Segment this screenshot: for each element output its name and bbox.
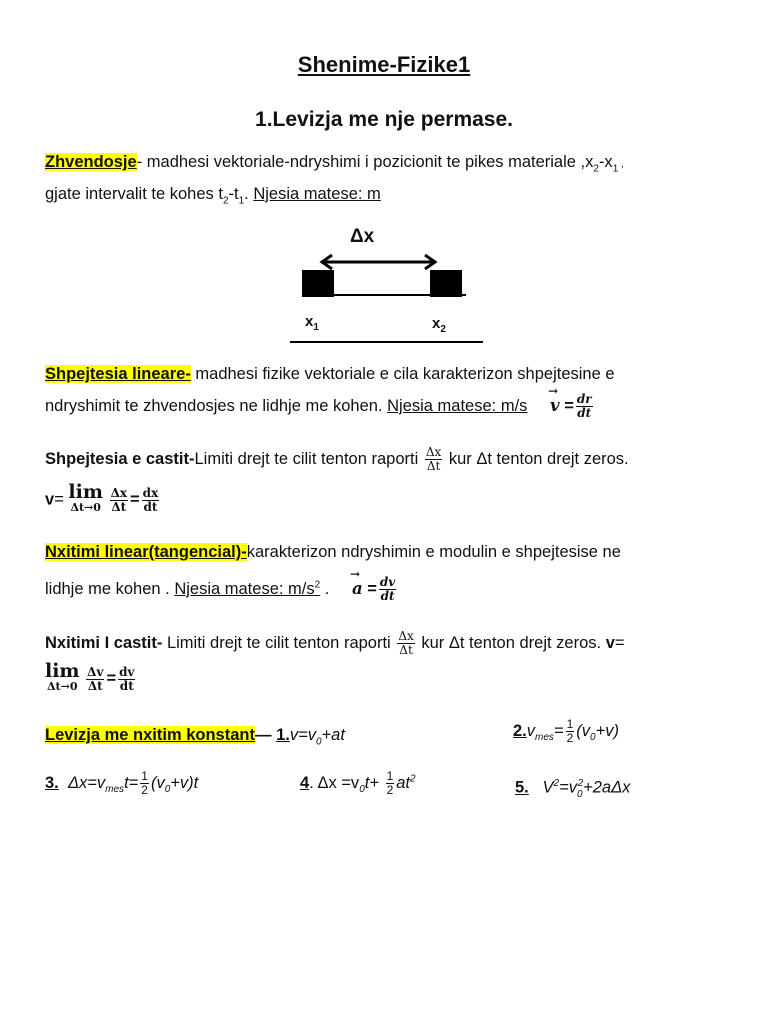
- page-title: Shenime-Fizike1: [297, 52, 471, 77]
- castit-term: Shpejtesia e castit-: [45, 449, 195, 468]
- nxitimi-unit: Njesia matese: $m/s^2$: [174, 579, 321, 598]
- velocity-formula: → v = $\frac{dr}{dt}$: [550, 397, 595, 415]
- zhvendosje-line-2: gjate intervalit te kohes $t_2-t_1$. Njesia matese: m: [45, 185, 381, 207]
- displacement-diagram: [290, 222, 490, 347]
- formula-3: 3. $\Delta x=v_{mes}t=$ $\frac{1}{2}$ $(v_0+v)t$: [45, 769, 199, 797]
- delta-x-label: Δx: [350, 226, 375, 247]
- x2-label: $x_2$: [432, 315, 446, 335]
- shpejtesia-line-1: Shpejtesia lineare- madhesi fizike vektoriale e cila karakterizon shpejtesine e: [45, 365, 615, 383]
- nxitimi-term: Nxitimi linear(tangencial)-: [45, 543, 247, 561]
- displacement-svg: [290, 222, 490, 347]
- shpejtesia-line-2: ndryshimit te zhvendosjes ne lidhje me kohen. Njesia matese: m/s → v = $\frac{dr}{dt}$: [45, 393, 595, 420]
- nxitimi-line-1: Nxitimi linear(tangencial)-karakterizon ndryshimin e modulin e shpejtesise ne: [45, 543, 621, 561]
- nxitimi-castit-term: Nxitimi I castit-: [45, 633, 163, 652]
- konstant-term: Levizja me nxitim konstant: [45, 726, 255, 744]
- ratio-fraction: $\frac{\Delta x}{\Delta t}$: [425, 445, 442, 473]
- formula-1: $1.v=v_0+at$: [276, 726, 345, 748]
- block-left: [302, 270, 334, 297]
- formula-2: $2.v_{mes}=$ $\frac{1}{2}$ $(v_0+v)$: [513, 717, 619, 745]
- zhvendosje-unit: Njesia matese: m: [253, 185, 381, 203]
- x1-label: $x_1$: [305, 313, 319, 333]
- castit-formula: v= lim Δt→0 $\frac{\Delta x}{\Delta t}$ = $\frac{dx}{dt}$: [45, 481, 159, 514]
- formula-4: 4. $\Delta x =v_0t+$ $\frac{1}{2}$ $at^2$: [300, 769, 416, 797]
- nxitimi-line-2: lidhje me kohen . Njesia matese: $m/s^2$ . → a = $\frac{dv}{dt}$: [45, 576, 398, 603]
- formula-5: 5. $V^2=v_0^2+2a\Delta x$: [515, 778, 631, 800]
- zhvendosje-line-1: Zhvendosje- madhesi vektoriale-ndryshimi i pozicionit te pikes materiale $,x_2-x_1$ ,: [45, 153, 624, 175]
- castit-line-1: Shpejtesia e castit-Limiti drejt te cilit tenton raporti $\frac{\Delta x}{\Delta t}$ kur Δt tenton drejt zeros.: [45, 445, 629, 473]
- block-right: [430, 270, 462, 297]
- section-heading: 1.Levizja me nje permase.: [255, 108, 513, 131]
- shpejtesia-unit: Njesia matese: m/s: [387, 396, 528, 415]
- shpejtesia-term: Shpejtesia lineare-: [45, 365, 191, 383]
- nxitimi-castit-line-1: Nxitimi I castit- Limiti drejt te cilit tenton raporti $\frac{\Delta x}{\Delta t}$ kur Δt tenton drejt zeros. v=: [45, 629, 625, 657]
- zhvendosje-term: Zhvendosje: [45, 153, 137, 171]
- nxitimi-castit-formula: lim Δt→0 $\frac{\Delta v}{\Delta t}$ = $\frac{dv}{dt}$: [45, 660, 135, 693]
- acceleration-formula: → a = $\frac{dv}{dt}$: [352, 580, 398, 598]
- konstant-line-1: Levizja me nxitim konstant— $1.v=v_0+at$: [45, 726, 345, 748]
